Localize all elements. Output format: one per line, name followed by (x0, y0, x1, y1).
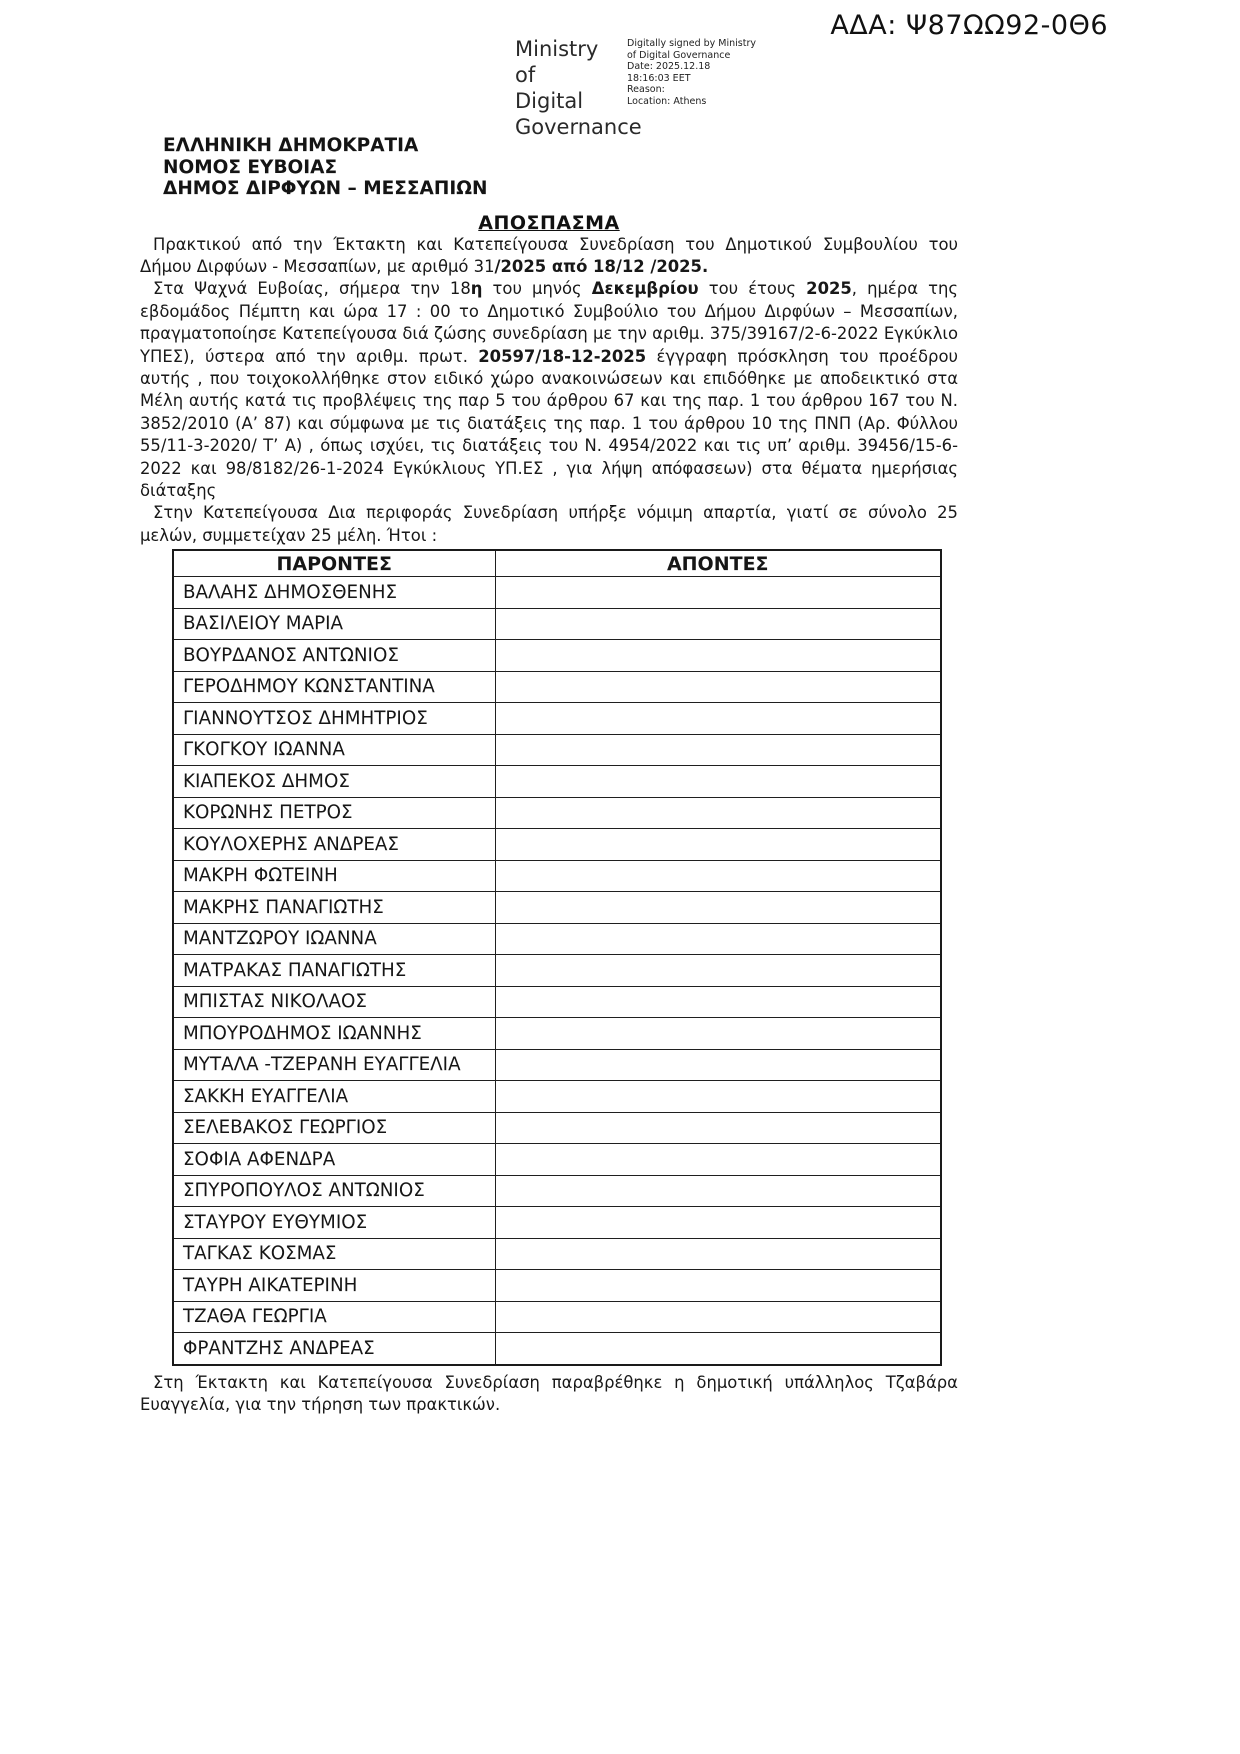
signature-detail-line: of Digital Governance (627, 49, 731, 61)
present-name: ΜΑΚΡΗ ΦΩΤΕΙΝΗ (173, 860, 495, 892)
present-name: ΜΠΙΣΤΑΣ ΝΙΚΟΛΑΟΣ (173, 986, 495, 1018)
present-name: ΜΑΤΡΑΚΑΣ ΠΑΝΑΓΙΩΤΗΣ (173, 955, 495, 987)
present-name: ΚΟΥΛΟΧΕΡΗΣ ΑΝΔΡΕΑΣ (173, 829, 495, 861)
table-row (173, 1333, 941, 1365)
signature-detail-line: Date: 2025.12.18 (627, 61, 711, 72)
table-row (173, 986, 941, 1018)
table-header-row (173, 550, 941, 577)
absent-cell (495, 1049, 941, 1081)
absent-cell (495, 955, 941, 987)
present-name: ΓΚΟΓΚΟΥ ΙΩΑΝΝΑ (173, 734, 495, 766)
letterhead-municipality: ΔΗΜΟΣ ΔΙΡΦΥΩΝ – ΜΕΣΣΑΠΙΩΝ (163, 178, 488, 199)
present-name: ΣΤΑΥΡΟΥ ΕΥΘΥΜΙΟΣ (173, 1207, 495, 1239)
present-name: ΓΙΑΝΝΟΥΤΣΟΣ ΔΗΜΗΤΡΙΟΣ (173, 703, 495, 735)
table-row (173, 860, 941, 892)
present-name: ΒΑΣΙΛΕΙΟΥ ΜΑΡΙΑ (173, 608, 495, 640)
table-row (173, 1270, 941, 1302)
present-name: ΜΑΝΤΖΩΡΟΥ ΙΩΑΝΝΑ (173, 923, 495, 955)
absent-cell (495, 734, 941, 766)
table-row (173, 892, 941, 924)
table-row (173, 1175, 941, 1207)
page-title: ΑΠΟΣΠΑΣΜΑ (478, 211, 620, 234)
absent-cell (495, 1175, 941, 1207)
absent-cell (495, 1238, 941, 1270)
signature-org-line: Ministry of (515, 37, 599, 87)
text-run: του μηνός (482, 279, 592, 299)
present-name: ΣΟΦΙΑ ΑΦΕΝΔΡΑ (173, 1144, 495, 1176)
signature-detail-line: 18:16:03 EET (627, 72, 691, 84)
text-run-bold: Δεκεμβρίου (591, 279, 699, 299)
absent-cell (495, 703, 941, 735)
table-row (173, 608, 941, 640)
table-row (173, 829, 941, 861)
ada-number: ΑΔΑ: Ψ87ΩΩ92-0Θ6 (830, 10, 1108, 41)
document-body (140, 234, 958, 548)
attendance-table (172, 549, 942, 1366)
paragraph-secretary: Στη Έκτακτη και Κατεπείγουσα Συνεδρίαση παραβρέθηκε η δημοτική υπάλληλος Τζαβάρα Ευαγγελία, για την τήρηση των πρακτικών. (140, 1372, 958, 1415)
text-run-bold: η (470, 279, 483, 299)
signature-detail-line: Location: Athens (627, 95, 707, 107)
absent-cell (495, 640, 941, 672)
absent-cell (495, 766, 941, 798)
column-header-absent: ΑΠΟΝΤΕΣ (495, 550, 941, 577)
absent-cell (495, 986, 941, 1018)
table-row (173, 1207, 941, 1239)
table-row (173, 1301, 941, 1333)
present-name: ΜΠΟΥΡΟΔΗΜΟΣ ΙΩΑΝΝΗΣ (173, 1018, 495, 1050)
absent-cell (495, 577, 941, 609)
present-name: ΤΖΑΘΑ ΓΕΩΡΓΙΑ (173, 1301, 495, 1333)
table-row (173, 1238, 941, 1270)
paragraph-session-details (140, 278, 958, 502)
absent-cell (495, 1207, 941, 1239)
table-row (173, 703, 941, 735)
present-name: ΜΥΤΑΛΑ -ΤΖΕΡΑΝΗ ΕΥΑΓΓΕΛΙΑ (173, 1049, 495, 1081)
present-name: ΒΑΛΑΗΣ ΔΗΜΟΣΘΕΝΗΣ (173, 577, 495, 609)
present-name: ΣΕΛΕΒΑΚΟΣ ΓΕΩΡΓΙΟΣ (173, 1112, 495, 1144)
present-name: ΣΑΚΚΗ ΕΥΑΓΓΕΛΙΑ (173, 1081, 495, 1113)
table-row (173, 1018, 941, 1050)
present-name: ΓΕΡΟΔΗΜΟΥ ΚΩΝΣΤΑΝΤΙΝΑ (173, 671, 495, 703)
absent-cell (495, 671, 941, 703)
table-row (173, 955, 941, 987)
text-run: Στα Ψαχνά Ευβοίας, σήμερα την 18 (153, 279, 471, 299)
table-row (173, 640, 941, 672)
table-row (173, 734, 941, 766)
present-name: ΤΑΥΡΗ ΑΙΚΑΤΕΡΙΝΗ (173, 1270, 495, 1302)
text-run: , ημέρα της εβδομάδος Πέμπτη και ώρα 17 : 00 το Δημοτικό Συμβούλιο του Δήμου Διρφύων – Μεσσαπίων, πραγματοποίησε Κατεπείγουσα διά ζώσης συνεδρίαση με την αριθμ. 375/39167/2-6-2022 Εγκύκλιο ΥΠΕΣ), ύστερα από την αριθμ. πρωτ. (140, 279, 958, 366)
signature-detail-line: Digitally signed by Ministry (627, 38, 756, 49)
letterhead-prefecture: ΝΟΜΟΣ ΕΥΒΟΙΑΣ (163, 156, 338, 178)
table-row (173, 671, 941, 703)
present-name: ΤΑΓΚΑΣ ΚΟΣΜΑΣ (173, 1238, 495, 1270)
table-row (173, 797, 941, 829)
table-row (173, 766, 941, 798)
table-row (173, 1081, 941, 1113)
table-row (173, 577, 941, 609)
text-run: Πρακτικού από την Έκτακτη και Κατεπείγουσα Συνεδρίαση του Δημοτικού Συμβουλίου του Δήμου Διρφύων - Μεσσαπίων, με αριθμό 31 (140, 234, 958, 276)
absent-cell (495, 860, 941, 892)
absent-cell (495, 1112, 941, 1144)
absent-cell (495, 608, 941, 640)
text-run-bold: /2025 από 18/12 /2025. (494, 256, 709, 276)
closing-note (140, 1372, 958, 1417)
present-name: ΦΡΑΝΤΖΗΣ ΑΝΔΡΕΑΣ (173, 1333, 495, 1365)
absent-cell (495, 923, 941, 955)
absent-cell (495, 1018, 941, 1050)
paragraph-intro (140, 234, 958, 279)
present-name: ΚΙΑΠΕΚΟΣ ΔΗΜΟΣ (173, 766, 495, 798)
signature-org-line: Governance (515, 115, 642, 139)
absent-cell (495, 1081, 941, 1113)
table-row (173, 1144, 941, 1176)
present-name: ΣΠΥΡΟΠΟΥΛΟΣ ΑΝΤΩΝΙΟΣ (173, 1175, 495, 1207)
absent-cell (495, 1301, 941, 1333)
absent-cell (495, 829, 941, 861)
absent-cell (495, 1270, 941, 1302)
present-name: ΜΑΚΡΗΣ ΠΑΝΑΓΙΩΤΗΣ (173, 892, 495, 924)
paragraph-quorum: Στην Κατεπείγουσα Δια περιφοράς Συνεδρίαση υπήρξε νόμιμη απαρτία, γιατί σε σύνολο 25 μελών, συμμετείχαν 25 μέλη. Ήτοι : (140, 503, 958, 545)
letterhead-republic: ΕΛΛΗΝΙΚΗ ΔΗΜΟΚΡΑΤΙΑ (163, 135, 419, 156)
text-run: του έτους (698, 279, 807, 299)
signature-org-line: Digital (515, 89, 584, 113)
text-run: έγγραφη πρόσκληση του προέδρου αυτής , που τοιχοκολλήθηκε στον ειδικό χώρο ανακοινώσεων και επιδόθηκε με αποδεικτικό στα Μέλη αυτής κατά τις προβλέψεις της παρ 5 του άρθρου 67 και της παρ. 1 του άρθρου 167 του Ν. 3852/2010 (Α’ 87) και σύμφωνα με τις διατάξεις της παρ. 1 του άρθρου 10 της ΠΝΠ (Αρ. Φύλλου 55/11-3-2020/ Τ’ Α) , όπως ισχύει, τις διατάξεις του Ν. 4954/2022 και τις υπ’ αριθμ. 39456/15-6-2022 και 98/8182/26-1-2024 Εγκύκλιους ΥΠ.ΕΣ , για λήψη απόφασεων) στα θέματα ημερήσιας διάταξης (140, 346, 958, 500)
letterhead (163, 135, 958, 200)
table-row (173, 1112, 941, 1144)
table-row (173, 1049, 941, 1081)
present-name: ΒΟΥΡΔΑΝΟΣ ΑΝΤΩΝΙΟΣ (173, 640, 495, 672)
absent-cell (495, 1333, 941, 1365)
signature-detail-line: Reason: (627, 84, 665, 95)
table-row (173, 923, 941, 955)
absent-cell (495, 797, 941, 829)
absent-cell (495, 892, 941, 924)
column-header-present: ΠΑΡΟΝΤΕΣ (173, 550, 495, 577)
absent-cell (495, 1144, 941, 1176)
document-page (140, 0, 958, 1417)
present-name: ΚΟΡΩΝΗΣ ΠΕΤΡΟΣ (173, 797, 495, 829)
text-run-bold: 20597/18-12-2025 (478, 346, 647, 366)
text-run-bold: 2025 (806, 279, 852, 299)
